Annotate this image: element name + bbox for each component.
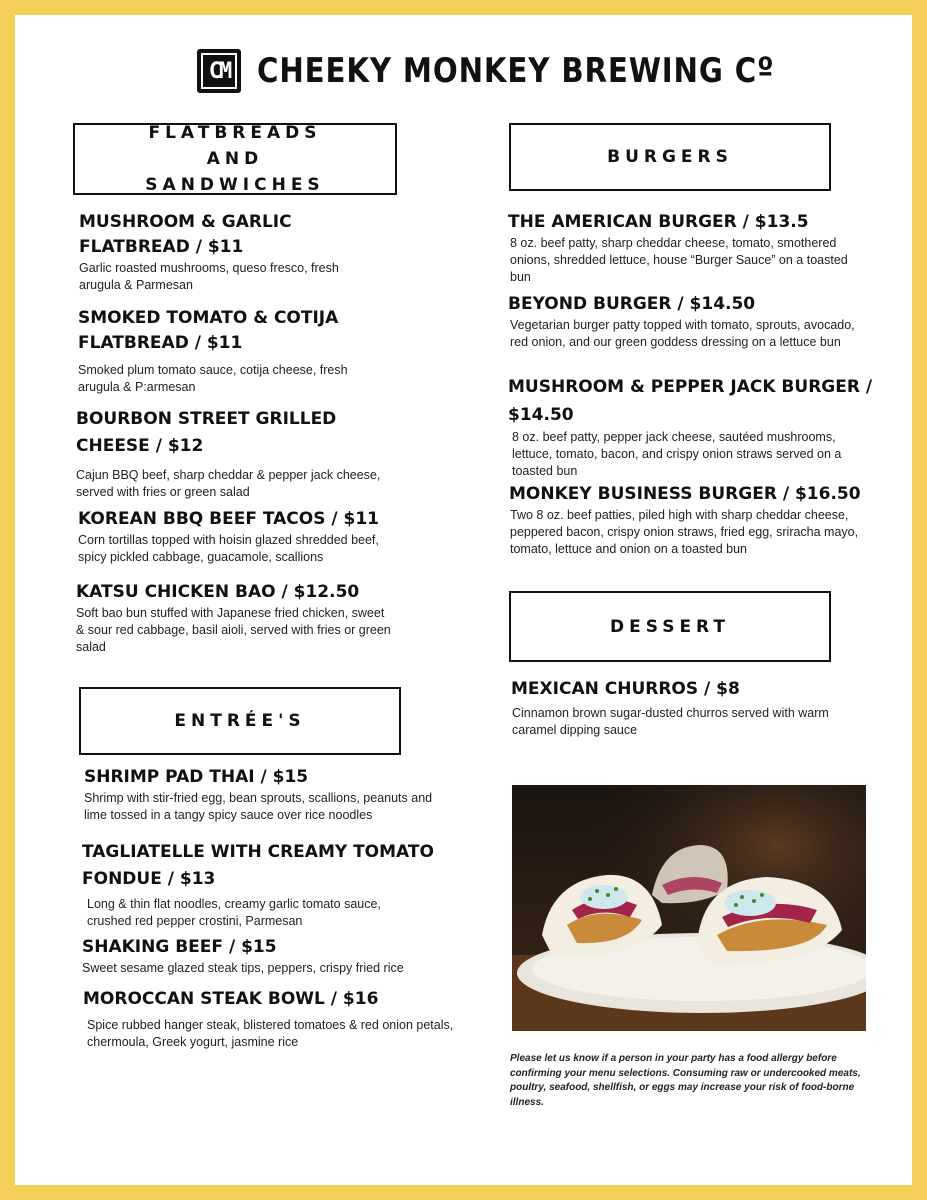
section-header-flatbreads: FLATBREADS AND SANDWICHES	[73, 123, 397, 195]
item-description: 8 oz. beef patty, sharp cheddar cheese, tomato, smothered onions, shredded lettuce, house “Burger Sauce” on a toasted bun	[510, 236, 848, 284]
brand-name: CHEEKY MONKEY BREWING Cº	[257, 51, 775, 91]
menu-item	[82, 839, 442, 930]
item-title: MEXICAN CHURROS / $8	[511, 679, 740, 699]
item-description: Shrimp with stir-fried egg, bean sprouts, scallions, peanuts and lime tossed in a tangy spicy sauce over rice noodles	[84, 791, 433, 822]
menu-item	[76, 580, 416, 656]
item-title: MUSHROOM & GARLIC FLATBREAD / $11	[79, 212, 292, 257]
item-title: MOROCCAN STEAK BOWL / $16	[83, 989, 379, 1009]
menu-item	[78, 507, 418, 566]
bao-bun-illustration	[512, 785, 866, 1031]
item-title: SHRIMP PAD THAI / $15	[84, 767, 309, 787]
item-title: BOURBON STREET GRILLED CHEESE / $12	[76, 409, 337, 456]
item-description: Vegetarian burger patty topped with tomato, sprouts, avocado, red onion, and our green goddess dressing on a lettuce bun	[510, 318, 855, 349]
food-photo	[512, 785, 866, 1031]
menu-item	[508, 292, 868, 351]
menu-item	[82, 935, 442, 977]
menu-item	[78, 306, 378, 396]
item-title: THE AMERICAN BURGER / $13.5	[508, 212, 809, 232]
item-description: Long & thin flat noodles, creamy garlic tomato sauce, crushed red pepper crostini, Parmesan	[87, 897, 381, 928]
item-title: BEYOND BURGER / $14.50	[508, 294, 756, 314]
item-title: MUSHROOM & PEPPER JACK BURGER / $14.50	[508, 377, 873, 425]
item-description: Two 8 oz. beef patties, piled high with sharp cheddar cheese, peppered bacon, crispy onion straws, fried egg, sriracha mayo, tomato, lettuce and onion on a toasted bun	[510, 508, 859, 556]
menu-item	[509, 482, 879, 558]
item-description: Cinnamon brown sugar-dusted churros served with warm caramel dipping sauce	[512, 706, 829, 737]
item-title: SMOKED TOMATO & COTIJA FLATBREAD / $11	[78, 308, 339, 353]
item-description: Cajun BBQ beef, sharp cheddar & pepper jack cheese, served with fries or green salad	[76, 468, 381, 499]
item-description: Garlic roasted mushrooms, queso fresco, fresh arugula & Parmesan	[79, 261, 339, 292]
section-header-burgers: BURGERS	[509, 123, 831, 191]
menu-header	[197, 45, 859, 97]
item-description: Sweet sesame glazed steak tips, peppers, crispy fried rice	[82, 961, 404, 975]
menu-item	[508, 210, 868, 286]
section-header-entrees: ENTRÉE'S	[79, 687, 401, 755]
item-description: Smoked plum tomato sauce, cotija cheese, fresh arugula & P:armesan	[78, 363, 348, 394]
menu-item	[84, 765, 434, 824]
item-description: Soft bao bun stuffed with Japanese fried chicken, sweet & sour red cabbage, basil aioli, served with fries or green salad	[76, 606, 391, 654]
menu-page	[15, 15, 912, 1185]
item-title: SHAKING BEEF / $15	[82, 937, 277, 957]
menu-item	[511, 677, 871, 739]
item-description: Corn tortillas topped with hoisin glazed shredded beef, spicy pickled cabbage, guacamole, scallions	[78, 533, 379, 564]
brand-logo: CM	[197, 49, 241, 93]
item-description: 8 oz. beef patty, pepper jack cheese, sautéed mushrooms, lettuce, tomato, bacon, and crispy onion straws served on a toasted bun	[512, 430, 842, 478]
menu-item	[76, 406, 406, 501]
item-title: MONKEY BUSINESS BURGER / $16.50	[509, 484, 861, 504]
menu-item	[79, 210, 379, 294]
section-header-dessert: DESSERT	[509, 591, 831, 662]
item-title: KATSU CHICKEN BAO / $12.50	[76, 582, 360, 602]
item-title: TAGLIATELLE WITH CREAMY TOMATO FONDUE / $13	[82, 842, 434, 889]
item-title: KOREAN BBQ BEEF TACOS / $11	[78, 509, 380, 529]
allergy-note: Please let us know if a person in your party has a food allergy before confirming your menu selections. Consuming raw or undercooked meats, poultry, seafood, shellfish, or eggs may increase your risk of food-borne illness.	[510, 1053, 861, 1108]
item-description: Spice rubbed hanger steak, blistered tomatoes & red onion petals, chermoula, Greek yogurt, jasmine rice	[87, 1018, 454, 1049]
menu-item	[508, 373, 878, 480]
menu-item	[83, 987, 483, 1051]
